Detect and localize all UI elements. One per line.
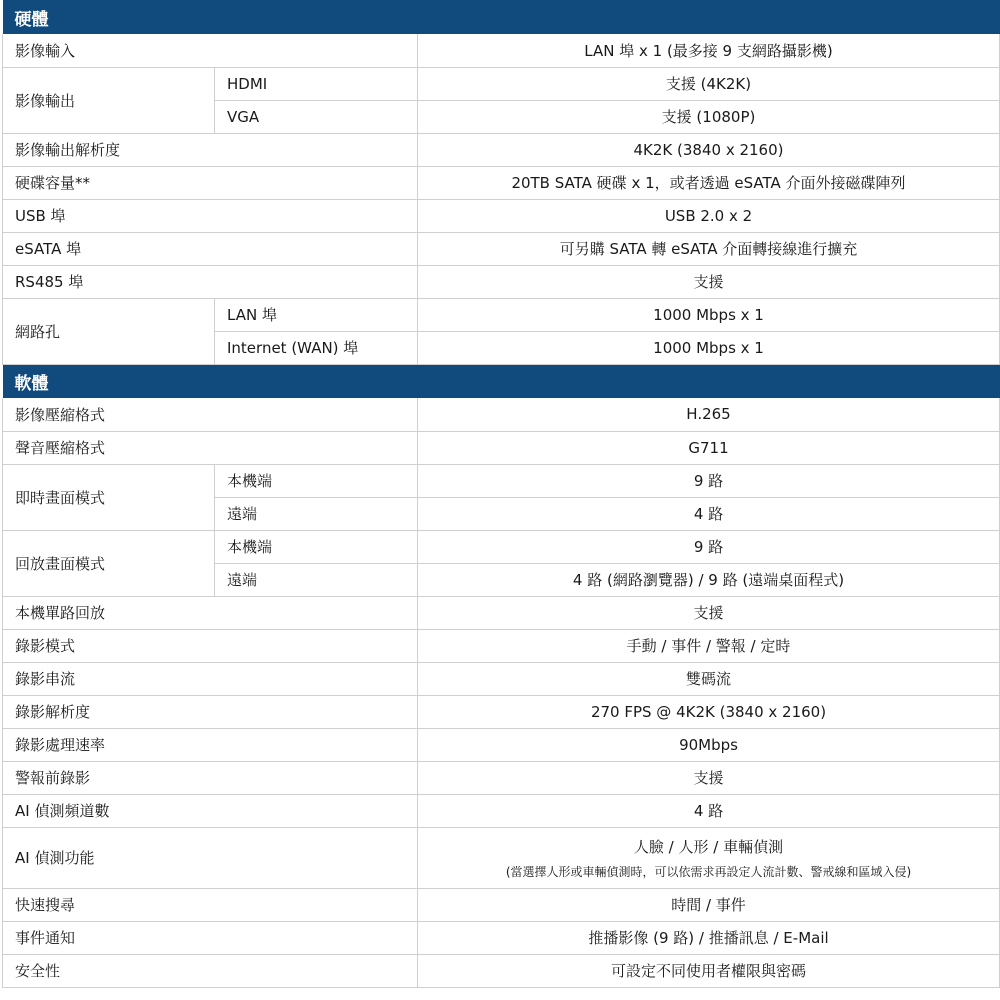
spec-value-cell [418, 265, 1000, 298]
spec-value: 可設定不同使用者權限與密碼 [611, 962, 807, 980]
spec-label: 錄影處理速率 [3, 728, 418, 761]
spec-label: 回放畫面模式 [3, 530, 215, 596]
spec-label: 影像輸入 [3, 34, 418, 67]
spec-value: H.265 [686, 405, 731, 424]
spec-row [3, 596, 1000, 629]
spec-label: eSATA 埠 [3, 232, 418, 265]
spec-value: 雙碼流 [686, 670, 732, 688]
spec-row [3, 166, 1000, 199]
spec-value-cell [418, 431, 1000, 464]
spec-value-cell [418, 199, 1000, 232]
spec-value: 支援 [693, 769, 724, 787]
spec-value-cell [418, 629, 1000, 662]
spec-label: 影像輸出解析度 [3, 133, 418, 166]
spec-row [3, 133, 1000, 166]
spec-value: 270 FPS @ 4K2K (3840 x 2160) [590, 702, 827, 721]
spec-row [3, 34, 1000, 67]
spec-value: 支援 (4K2K) [418, 67, 1000, 100]
spec-row [3, 265, 1000, 298]
spec-label: 影像輸出 [3, 67, 215, 133]
spec-row [3, 530, 1000, 563]
spec-row [3, 298, 1000, 331]
spec-value: 90Mbps [679, 735, 738, 754]
section-header [3, 364, 1000, 398]
spec-value: G711 [688, 438, 729, 457]
spec-value-cell [418, 695, 1000, 728]
spec-label: AI 偵測頻道數 [3, 794, 418, 827]
spec-sublabel: Internet (WAN) 埠 [215, 331, 418, 364]
spec-value: 可另購 SATA 轉 eSATA 介面轉接線進行擴充 [559, 240, 858, 258]
spec-label: 警報前錄影 [3, 761, 418, 794]
spec-value: 支援 [693, 604, 724, 622]
spec-value-cell [418, 166, 1000, 199]
spec-table [2, 0, 1000, 988]
spec-value-cell [418, 34, 1000, 67]
spec-sublabel: LAN 埠 [215, 298, 418, 331]
spec-label: 快速搜尋 [3, 888, 418, 921]
spec-label: 聲音壓縮格式 [3, 431, 418, 464]
spec-row [3, 921, 1000, 954]
spec-label: 網路孔 [3, 298, 215, 364]
spec-value-cell [418, 596, 1000, 629]
spec-value: 4 路 (網路瀏覽器) / 9 路 (遠端桌面程式) [418, 563, 1000, 596]
spec-label: 影像壓縮格式 [3, 398, 418, 431]
spec-row [3, 695, 1000, 728]
spec-label: 安全性 [3, 954, 418, 987]
spec-value-cell [418, 398, 1000, 431]
spec-value: 時間 / 事件 [671, 896, 746, 914]
spec-value: 手動 / 事件 / 警報 / 定時 [626, 637, 791, 655]
spec-label: USB 埠 [3, 199, 418, 232]
spec-row [3, 761, 1000, 794]
spec-value: 推播影像 (9 路) / 推播訊息 / E-Mail [588, 929, 829, 947]
spec-label: AI 偵測功能 [3, 827, 418, 888]
spec-value: 9 路 [418, 464, 1000, 497]
spec-label: 本機單路回放 [3, 596, 418, 629]
spec-value-cell [418, 761, 1000, 794]
spec-row [3, 199, 1000, 232]
spec-note: (當選擇人形或車輛偵測時，可以依需求再設定人流計數、警戒線和區域入侵) [505, 864, 912, 879]
spec-value-cell [418, 954, 1000, 987]
spec-value-cell [418, 794, 1000, 827]
spec-value: 支援 [693, 273, 724, 291]
spec-value-cell [418, 888, 1000, 921]
spec-value-cell [418, 728, 1000, 761]
spec-label: 即時畫面模式 [3, 464, 215, 530]
spec-label: 錄影串流 [3, 662, 418, 695]
spec-value: 人臉 / 人形 / 車輛偵測 [633, 837, 784, 856]
spec-value: 支援 (1080P) [418, 100, 1000, 133]
spec-row [3, 728, 1000, 761]
spec-label: 硬碟容量** [3, 166, 418, 199]
spec-row [3, 827, 1000, 888]
spec-sublabel: VGA [215, 100, 418, 133]
spec-row [3, 794, 1000, 827]
spec-value: 4K2K (3840 x 2160) [633, 140, 784, 159]
spec-label: RS485 埠 [3, 265, 418, 298]
spec-row [3, 398, 1000, 431]
spec-sublabel: HDMI [215, 67, 418, 100]
spec-value-cell [418, 133, 1000, 166]
spec-sublabel: 本機端 [215, 530, 418, 563]
spec-label: 事件通知 [3, 921, 418, 954]
spec-value: 1000 Mbps x 1 [418, 331, 1000, 364]
spec-row [3, 629, 1000, 662]
spec-label: 錄影解析度 [3, 695, 418, 728]
section-header [3, 0, 1000, 34]
spec-sublabel: 遠端 [215, 563, 418, 596]
spec-value: 20TB SATA 硬碟 x 1，或者透過 eSATA 介面外接磁碟陣列 [511, 174, 906, 192]
spec-row [3, 662, 1000, 695]
spec-row [3, 232, 1000, 265]
spec-row [3, 67, 1000, 100]
spec-value-cell [418, 827, 1000, 888]
spec-value: 4 路 [418, 497, 1000, 530]
spec-row [3, 431, 1000, 464]
spec-value: 9 路 [418, 530, 1000, 563]
spec-value: USB 2.0 x 2 [664, 206, 753, 225]
section-title: 硬體 [3, 0, 1000, 34]
spec-value-cell [418, 921, 1000, 954]
spec-row [3, 954, 1000, 987]
spec-label: 錄影模式 [3, 629, 418, 662]
spec-value-cell [418, 232, 1000, 265]
spec-value: 1000 Mbps x 1 [418, 298, 1000, 331]
spec-value-cell [418, 662, 1000, 695]
spec-value: LAN 埠 x 1 (最多接 9 支網路攝影機) [584, 41, 833, 60]
section-title: 軟體 [3, 364, 1000, 398]
spec-sublabel: 本機端 [215, 464, 418, 497]
spec-row [3, 888, 1000, 921]
spec-value: 4 路 [693, 802, 724, 820]
spec-row [3, 464, 1000, 497]
spec-sublabel: 遠端 [215, 497, 418, 530]
